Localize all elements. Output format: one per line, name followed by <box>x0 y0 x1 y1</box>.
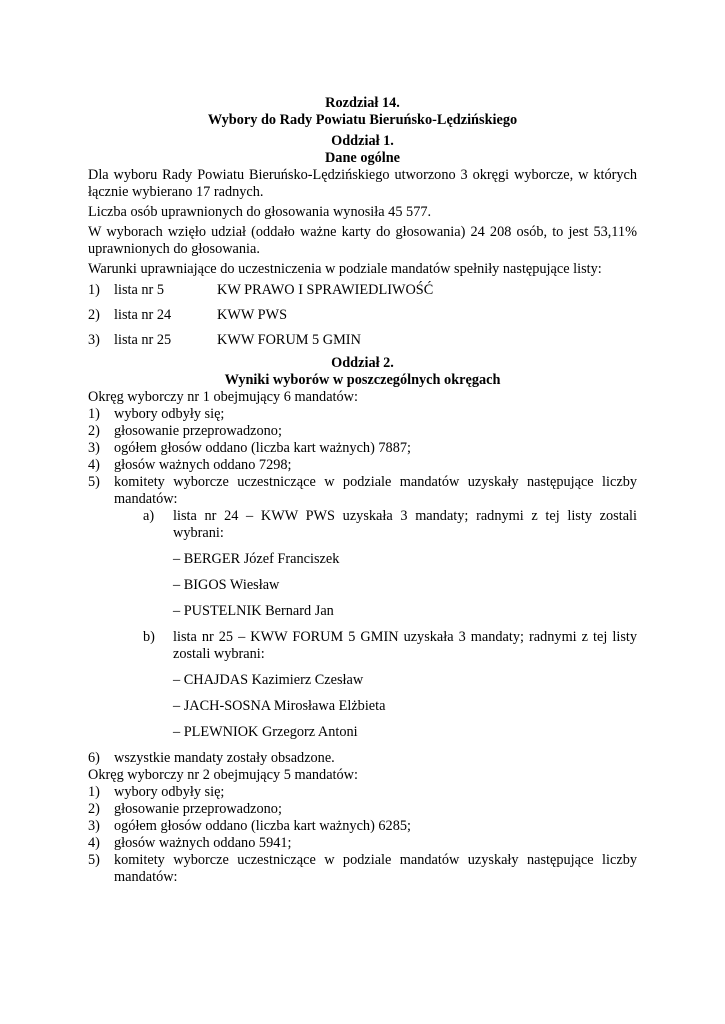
committee-name: KWW FORUM 5 GMIN <box>217 332 361 348</box>
item-number: 2) <box>88 423 100 439</box>
item-text: głosów ważnych oddano 7298; <box>114 457 292 473</box>
item-text: ogółem głosów oddano (liczba kart ważnych) 6285; <box>114 818 411 834</box>
list-label: lista nr 5 <box>114 282 165 298</box>
committee-result-text: lista nr 25 – KWW FORUM 5 GMIN uzyskała 3 mandaty; radnymi z tej listy zostali wybrani: <box>173 629 637 662</box>
committee-letter: a) <box>143 508 155 524</box>
committee-letter: b) <box>143 629 155 645</box>
item-number: 6) <box>88 750 100 766</box>
item-number: 5) <box>88 852 100 868</box>
item-number: 1) <box>88 406 100 422</box>
item-text: komitety wyborcze uczestniczące w podziale mandatów uzyskały następujące liczby mandatów: <box>114 474 637 507</box>
item-number: 3) <box>88 440 100 456</box>
list-label: lista nr 24 <box>114 307 172 323</box>
item-number: 2) <box>88 801 100 817</box>
list-item <box>88 801 637 818</box>
district1-heading: Okręg wyborczy nr 1 obejmujący 6 mandatów: <box>88 389 358 405</box>
elected-member: – BERGER Józef Franciszek <box>173 551 340 567</box>
list-number: 1) <box>88 282 100 298</box>
paragraph-districts: Dla wyboru Rady Powiatu Bieruńsko-Lędzińskiego utworzono 3 okręgi wyborcze, w których łącznie wybierano 17 radnych. <box>88 167 637 200</box>
list-item <box>88 423 637 440</box>
elected-member: – PLEWNIOK Grzegorz Antoni <box>173 724 358 740</box>
elected-member: – CHAJDAS Kazimierz Czesław <box>173 672 364 688</box>
item-number: 1) <box>88 784 100 800</box>
list-number: 2) <box>88 307 100 323</box>
item-number: 4) <box>88 457 100 473</box>
chapter-title: Wybory do Rady Powiatu Bieruńsko-Lędzińskiego <box>207 112 518 128</box>
document-page <box>88 92 637 886</box>
paragraph-conditions: Warunki uprawniające do uczestniczenia w podziale mandatów spełniły następujące listy: <box>88 261 602 277</box>
committee-results <box>143 508 637 741</box>
list-item <box>88 307 637 324</box>
item-number: 3) <box>88 818 100 834</box>
list-item <box>88 835 637 852</box>
committee-name: KWW PWS <box>217 307 288 323</box>
elected-member: – BIGOS Wiesław <box>173 577 280 593</box>
item-number: 5) <box>88 474 100 490</box>
qualified-lists <box>88 282 637 349</box>
list-item <box>88 852 637 886</box>
committee-result-text: lista nr 24 – KWW PWS uzyskała 3 mandaty; radnymi z tej listy zostali wybrani: <box>173 508 637 541</box>
committee-result <box>143 508 637 542</box>
item-text: wszystkie mandaty zostały obsadzone. <box>114 750 335 766</box>
list-item <box>88 750 637 767</box>
item-text: głosowanie przeprowadzono; <box>114 423 282 439</box>
list-label: lista nr 25 <box>114 332 172 348</box>
list-item <box>88 332 637 349</box>
elected-member: – JACH-SOSNA Mirosława Elżbieta <box>173 698 386 714</box>
section1-number: Oddział 1. <box>331 133 394 149</box>
list-item <box>88 784 637 801</box>
list-number: 3) <box>88 332 100 348</box>
paragraph-turnout: W wyborach wzięło udział (oddało ważne karty do głosowania) 24 208 osób, to jest 53,11% uprawnionych do głosowania. <box>88 224 637 257</box>
list-item <box>88 474 637 508</box>
list-item <box>88 818 637 835</box>
item-number: 4) <box>88 835 100 851</box>
list-item <box>88 282 637 299</box>
list-item <box>88 457 637 474</box>
item-text: głosowanie przeprowadzono; <box>114 801 282 817</box>
district2-heading: Okręg wyborczy nr 2 obejmujący 5 mandatów: <box>88 767 358 783</box>
paragraph-eligible: Liczba osób uprawnionych do głosowania wynosiła 45 577. <box>88 204 432 220</box>
list-item <box>88 406 637 423</box>
elected-member: – PUSTELNIK Bernard Jan <box>173 603 334 619</box>
list-item <box>88 440 637 457</box>
committee-result <box>143 629 637 663</box>
section2-number: Oddział 2. <box>331 355 394 371</box>
item-text: ogółem głosów oddano (liczba kart ważnych) 7887; <box>114 440 411 456</box>
item-text: głosów ważnych oddano 5941; <box>114 835 292 851</box>
item-text: wybory odbyły się; <box>114 406 225 422</box>
section2-title: Wyniki wyborów w poszczególnych okręgach <box>224 372 501 388</box>
item-text: komitety wyborcze uczestniczące w podziale mandatów uzyskały następujące liczby mandatów: <box>114 852 637 885</box>
section1-title: Dane ogólne <box>324 150 401 166</box>
chapter-number: Rozdział 14. <box>325 95 400 111</box>
item-text: wybory odbyły się; <box>114 784 225 800</box>
committee-name: KW PRAWO I SPRAWIEDLIWOŚĆ <box>217 282 434 298</box>
